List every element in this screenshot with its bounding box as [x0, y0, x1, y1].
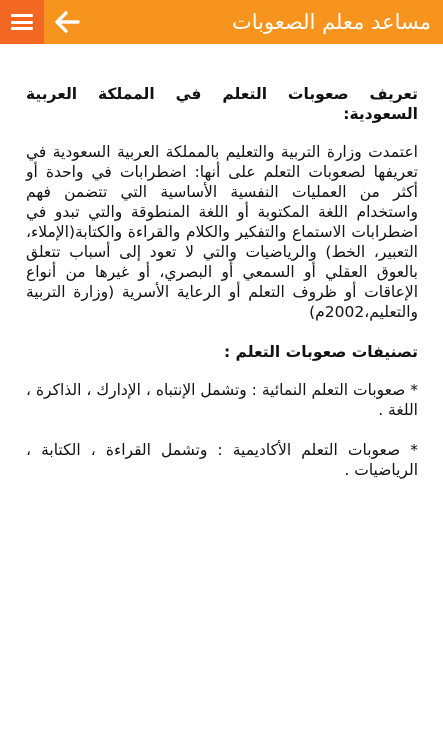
back-button[interactable]	[54, 10, 80, 34]
definition-paragraph: اعتمدت وزارة التربية والتعليم بالمملكة العربية السعودية في تعريفها لصعوبات التعلم على أنها: اضطرابات في واحدة أو أكثر من العمليات النفسية الأساسية التي تتضمن فهم واستخدام اللغة المكتوبة أو اللغة المنطوقة والتي تبدو في اضطرابات الاستماع والتفكير والكلام والقراءة والكتابة(الإملاء، التعبير، الخط) والرياضيات والتي لا تعود إلى أسباب تتعلق بالعوق العقلي أو السمعي أو البصري، أو غيرها من أنواع الإعاقات أو ظروف التعلم أو الرعاية الأسرية (وزارة التربية والتعليم،2002م)	[26, 143, 418, 321]
article-content	[26, 84, 418, 480]
academic-difficulties-item: * صعوبات التعلم الأكاديمية : وتشمل القراءة ، الكتابة ، الرياضيات .	[26, 441, 418, 479]
classification-heading: تصنيفات صعوبات التعلم :	[223, 343, 418, 361]
definition-heading: تعريف صعوبات التعلم في المملكة العربية السعودية:	[26, 85, 418, 123]
hamburger-menu-icon	[11, 14, 33, 30]
menu-button[interactable]	[0, 0, 44, 44]
app-title: مساعد معلم الصعوبات	[231, 10, 431, 34]
arrow-left-icon	[54, 10, 80, 34]
app-bar	[0, 0, 443, 44]
developmental-difficulties-item: * صعوبات التعلم النمائية : وتشمل الإنتباه ، الإدارك ، الذاكرة ، اللغة .	[26, 381, 418, 419]
